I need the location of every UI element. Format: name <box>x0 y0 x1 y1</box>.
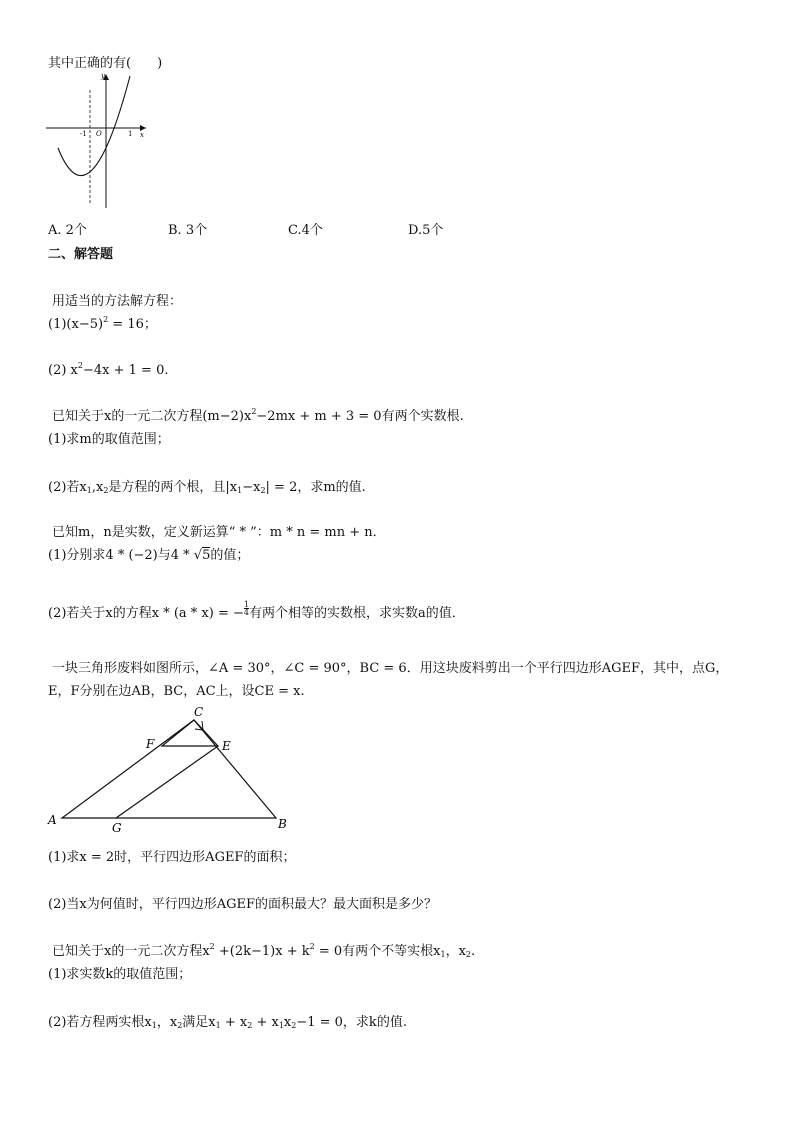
option-d: D.5个 <box>408 223 444 238</box>
q2-stem: 已知关于x的一元二次方程$(m-2)x^2-2mx + m + 3 = 0$有两个实数根. <box>52 407 464 424</box>
section-title: 二、解答题 <box>48 247 114 262</box>
q1-stem: 用适当的方法解方程： <box>52 294 183 309</box>
q4-part2: (2)当x为何值时，平行四边形AGEF的面积最大？最大面积是多少？ <box>48 897 438 912</box>
small-triangle-cfe <box>162 720 218 746</box>
q2-part2: (2)若$x_1,x_2$是方程的两个根，且$|x_1-x_2| = 2$，求m的值. <box>48 480 366 495</box>
label-a: A <box>48 813 57 827</box>
parabola-graph <box>44 70 154 210</box>
segment-eg <box>116 746 218 818</box>
triangle-abc <box>62 720 276 818</box>
label-g: G <box>112 821 122 835</box>
label-e: E <box>222 739 231 753</box>
neg-one-label: -1 <box>80 130 87 138</box>
q1-part2: (2) $x^2-4x + 1 = 0$. <box>48 361 169 378</box>
y-label: y <box>101 72 105 80</box>
q4-stem-line2: E，F分别在边AB，BC，AC上，设CE = x. <box>48 684 305 699</box>
option-a: A. 2个 <box>48 223 87 238</box>
q3-part2: (2)若关于x的方程x * (a * x) = − $\frac{1}{4}$ 有两个相等的实数根，求实数a的值． <box>48 600 465 621</box>
option-c: C.4个 <box>288 223 323 238</box>
q4-stem-line1: 一块三角形废料如图所示，∠A = 30°，∠C = 90°，BC = 6．用这块废料剪出一个平行四边形AGEF，其中，点G， <box>52 661 729 676</box>
q5-part2: (2)若方程两实根$x_1$，$x_2$满足$x_1 + x_2 + x_1x_2-1 = 0$，求k的值. <box>48 1015 407 1030</box>
label-c: C <box>194 705 204 719</box>
origin-label: O <box>96 130 102 138</box>
q5-part1: (1)求实数k的取值范围； <box>48 967 192 982</box>
label-b: B <box>278 817 287 831</box>
q1-part1: $(1)(x-5)^2 = 16$； <box>48 315 157 332</box>
question-stem: 其中正确的有( ) <box>48 56 163 71</box>
q3-part1: (1)分别求4 * (−2)与4 * √5的值； <box>48 548 250 563</box>
option-b: B. 3个 <box>168 223 208 238</box>
x-label: x <box>140 131 144 139</box>
q3-stem: 已知m，n是实数，定义新运算“ * ”：m * n = mn + n． <box>52 525 386 540</box>
one-label: 1 <box>128 130 133 138</box>
parabola-curve <box>58 76 133 176</box>
q2-part1: (1)求m的取值范围； <box>48 432 170 447</box>
triangle-figure <box>44 700 304 836</box>
q4-part1: (1)求x = 2时，平行四边形AGEF的面积； <box>48 850 296 865</box>
label-f: F <box>146 737 155 751</box>
q5-stem: 已知关于x的一元二次方程$x^2 +(2k-1)x + k^2 = 0$有两个不等实根$x_1$，$x_2$. <box>52 942 476 959</box>
